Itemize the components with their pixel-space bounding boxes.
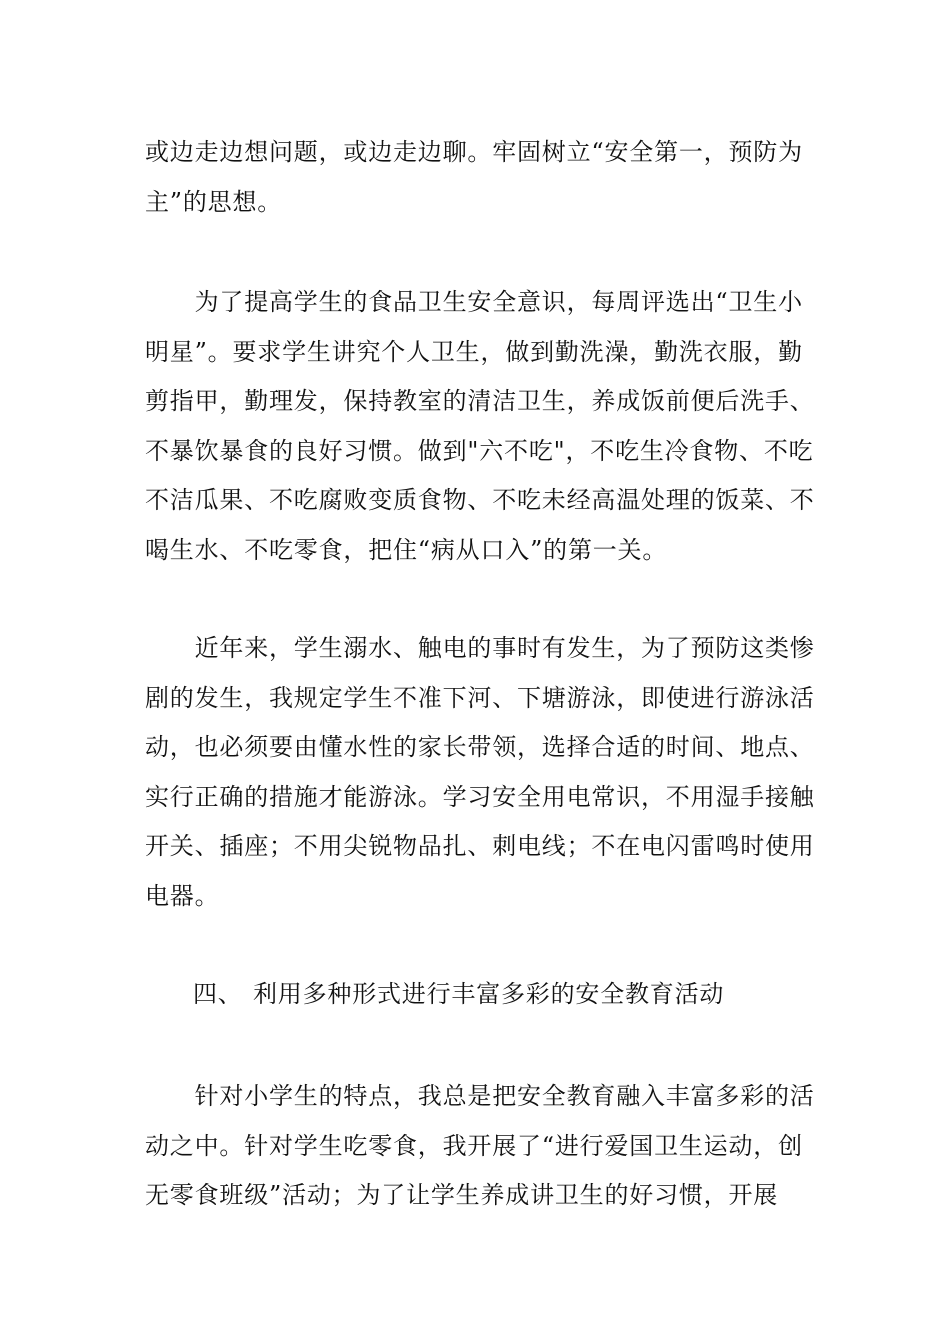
section-heading-line: [145, 970, 810, 1020]
text-line: 喝生水、不吃零食，把住“病从口入”的第一关。: [145, 535, 668, 564]
text-line: 或边走边想问题，或边走边聊。牢固树立“安全第一，预防为: [145, 138, 803, 166]
text-line: 主”的思想。: [145, 187, 283, 216]
section-heading-number: 四、: [193, 980, 243, 1008]
text-line: 不洁瓜果、不吃腐败变质食物、不吃未经高温处理的饭菜、不: [145, 486, 815, 514]
paragraph-food-hygiene: [145, 278, 815, 575]
text-line: 为了提高学生的食品卫生安全意识，每周评选出“卫生小: [145, 288, 803, 316]
paragraph-activities: [145, 1072, 815, 1221]
text-line: 动之中。针对学生吃零食，我开展了“进行爱国卫生运动，创: [145, 1131, 803, 1160]
text-line: 无零食班级”活动；为了让学生养成讲卫生的好习惯，开展: [145, 1181, 779, 1209]
text-line: 剧的发生，我规定学生不准下河、下塘游泳，即使进行游泳活: [145, 683, 815, 712]
section-heading: [145, 970, 810, 1020]
text-line: 明星”。要求学生讲究个人卫生，做到勤洗澡，勤洗衣服，勤: [145, 337, 803, 366]
text-line: 剪指甲，勤理发，保持教室的清洁卫生，养成饭前便后洗手、: [145, 387, 815, 415]
paragraph-water-electric-safety: [145, 624, 815, 921]
text-line: 动，也必须要由懂水性的家长带领，选择合适的时间、地点、: [145, 733, 815, 761]
text-line: 电器。: [145, 881, 220, 910]
section-heading-text: 利用多种形式进行丰富多彩的安全教育活动: [253, 980, 725, 1008]
text-line: 近年来，学生溺水、触电的事时有发生，为了预防这类惨: [145, 634, 815, 662]
text-line: 开关、插座；不用尖锐物品扎、刺电线；不在电闪雷鸣时使用: [145, 832, 815, 860]
text-line: 不暴饮暴食的良好习惯。做到"六不吃"，不吃生冷食物、不吃: [145, 436, 814, 465]
text-line: 实行正确的措施才能游泳。学习安全用电常识，不用湿手接触: [145, 782, 815, 811]
paragraph-safety-first: [145, 128, 810, 227]
text-line: 针对小学生的特点，我总是把安全教育融入丰富多彩的活: [145, 1082, 815, 1110]
